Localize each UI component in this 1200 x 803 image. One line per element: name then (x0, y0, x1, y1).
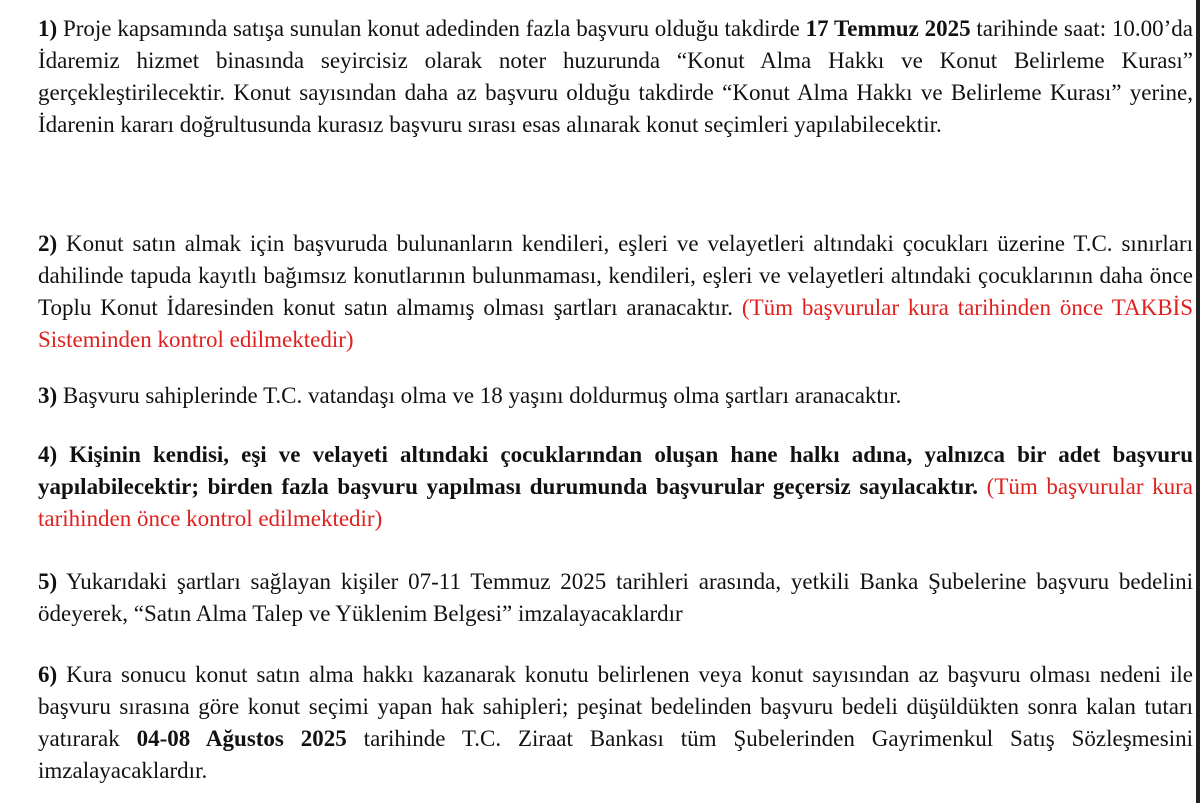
item-number: 3) (38, 383, 58, 408)
item-text: Proje kapsamında satışa sunulan konut adedinden fazla başvuru olduğu takdirde (57, 16, 806, 41)
page-edge-border (1196, 0, 1200, 803)
red-note: (Tüm başvurular kura tarihinden önce TAKBİS Sisteminden kontrol edilmektedir) (38, 295, 1194, 352)
item-text: Konut satın almak için başvuruda bulunanların kendileri, eşleri ve velayetleri altındaki çocukları üzerine T.C. sınırları dahilinde tapuda kayıtlı bağımsız konutlarının bulunmaması, kendileri, eşleri ve velayetleri altındaki çocuklarının daha önce Toplu Konut İdaresinden konut satın almamış olması şartları aranacaktır. (38, 231, 1193, 320)
item-4 (38, 439, 1193, 535)
item-text: Yukarıdaki şartları sağlayan kişiler 07-11 Temmuz 2025 tarihleri arasında, yetkili Banka Şubelerine başvuru bedelini ödeyerek, “Satın Alma Talep ve Yüklenim Belgesi” imzalayacaklardır (38, 569, 1193, 626)
red-note: (Tüm başvurular kura tarihinden önce kontrol edilmektedir) (38, 474, 1194, 531)
item-number: 4) (38, 442, 58, 467)
item-number: 5) (38, 569, 58, 594)
item-6 (38, 659, 1193, 787)
lottery-date: 17 Temmuz 2025 (805, 16, 971, 41)
spacer (978, 474, 987, 499)
item-number: 2) (38, 231, 58, 256)
item-text: Kura sonucu konut satın alma hakkı kazanarak konutu belirlenen veya konut sayısından az başvuru olması nedeni ile başvuru sırasına göre konut seçimi yapan hak sahipleri; peşinat bedelinden başvuru bedeli düşüldükten sonra kalan tutarı yatırarak (38, 662, 1193, 751)
item-1 (38, 13, 1193, 141)
item-text: tarihinde saat: 10.00’da İdaremiz hizmet binasında seyircisiz olarak noter huzurunda “Konut Alma Hakkı ve Konut Belirleme Kurası” gerçekleştirilecektir. Konut sayısından daha az başvuru olduğu takdirde “Konut Alma Hakkı ve Belirleme Kurası” yerine, İdarenin kararı doğrultusunda kurasız başvuru sırası esas alınarak konut seçimleri yapılabilecektir. (38, 16, 1193, 137)
item-text: Kişinin kendisi, eşi ve velayeti altındaki çocuklarından oluşan hane halkı adına, yalnızca bir adet başvuru yapılabilecektir; birden fazla başvuru yapılması durumunda başvurular geçersiz sayılacaktır. (38, 442, 1193, 499)
item-number: 1) (38, 16, 58, 41)
item-3 (38, 380, 1193, 412)
item-text: Başvuru sahiplerinde T.C. vatandaşı olma ve 18 yaşını doldurmuş olma şartları aranacaktır. (57, 383, 902, 408)
item-5 (38, 566, 1193, 630)
item-2 (38, 228, 1193, 356)
item-text: tarihinde T.C. Ziraat Bankası tüm Şubelerinden Gayrimenkul Satış Sözleşmesini imzalayacaklardır. (38, 726, 1193, 783)
contract-date: 04-08 Ağustos 2025 (136, 726, 347, 751)
item-number: 6) (38, 662, 58, 687)
